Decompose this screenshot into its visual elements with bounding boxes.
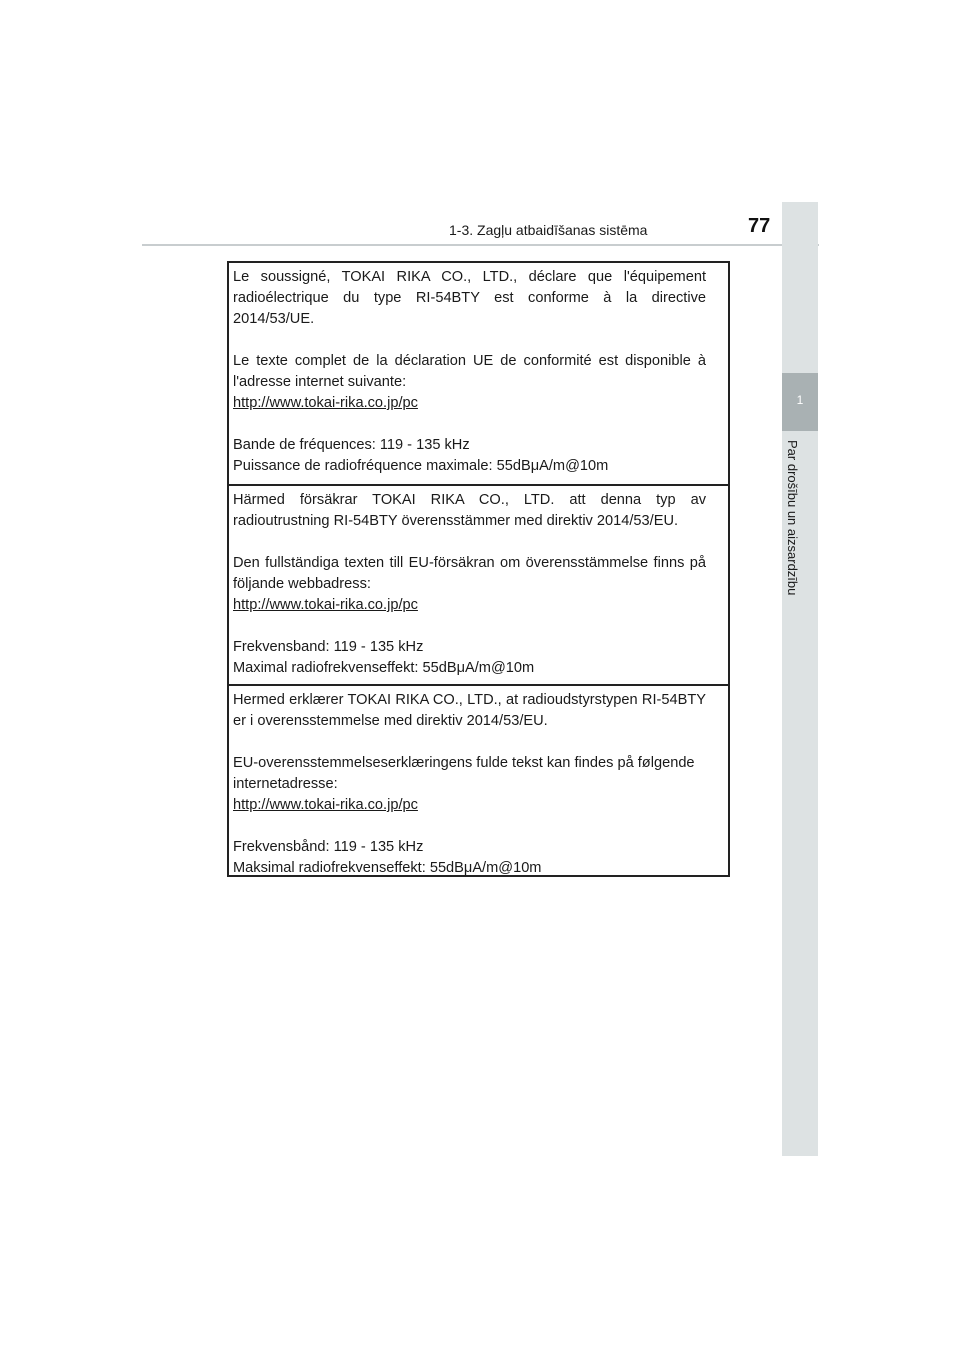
full-text-statement: EU-overensstemmelseserklæringens fulde tekst kan findes på følgende internetadresse: [233,755,695,792]
compliance-notice-box [227,261,730,877]
notice-danish [229,686,728,875]
header-rule [142,244,819,246]
section-title: 1-3. Zagļu atbaidīšanas sistēma [449,222,648,238]
declaration-text: Härmed försäkrar TOKAI RIKA CO., LTD. att denna typ av radioutrustning RI-54BTY överensstämmer med direktiv 2014/53/EU. [233,492,706,529]
chapter-number: 1 [796,393,804,407]
chapter-tab [782,373,818,431]
full-text-statement: Le texte complet de la déclaration UE de conformité est disponible à l'adresse internet suivante: [233,353,706,390]
notice-french [229,263,728,486]
frequency-band: Frekvensband: 119 - 135 kHz [233,639,424,655]
frequency-band: Frekvensbånd: 119 - 135 kHz [233,839,424,855]
declaration-text: Le soussigné, TOKAI RIKA CO., LTD., déclare que l'équipement radioélectrique du type RI-54BTY est conforme à la directive 2014/53/UE. [233,269,706,327]
chapter-sidebar [782,202,818,1156]
full-text-statement: Den fullständiga texten till EU-försäkran om överensstämmelse finns på följande webbadress: [233,555,706,592]
declaration-url-link[interactable]: http://www.tokai-rika.co.jp/pc [233,797,418,813]
notice-swedish [229,486,728,686]
max-power: Maksimal radiofrekvenseffekt: 55dBμA/m@10m [233,860,542,876]
max-power: Maximal radiofrekvenseffekt: 55dBμA/m@10m [233,660,535,676]
page-number: 77 [748,215,771,237]
max-power: Puissance de radiofréquence maximale: 55dBμA/m@10m [233,458,609,474]
declaration-url-link[interactable]: http://www.tokai-rika.co.jp/pc [233,597,418,613]
frequency-band: Bande de fréquences: 119 - 135 kHz [233,437,470,453]
chapter-title: Par drošību un aizsardzību [785,440,800,596]
declaration-url-link[interactable]: http://www.tokai-rika.co.jp/pc [233,395,418,411]
declaration-text: Hermed erklærer TOKAI RIKA CO., LTD., at radioudstyrstypen RI-54BTY er i overensstemmelse med direktiv 2014/53/EU. [233,692,706,729]
